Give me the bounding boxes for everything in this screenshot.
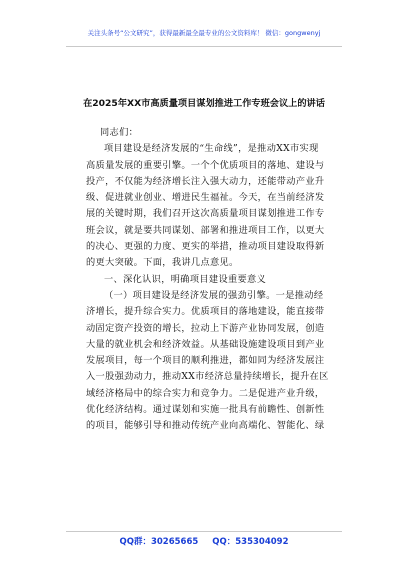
salutation: 同志们：: [100, 127, 139, 138]
body-line: 济增长，提升综合实力。优质项目的落地建设，能直接带: [86, 306, 325, 318]
header-divider: [66, 46, 342, 47]
body-line: 投产，不仅能为经济增长注入强大动力，还能带动产业升: [86, 175, 325, 187]
body-line: 优化经济结构。通过谋划和实施一批具有前瞻性、创新性: [86, 404, 325, 416]
document-title: 在2025年XX市高质量项目谋划推进工作专班会议上的讲话: [83, 98, 325, 109]
body-line: 入一股强劲动力，推动XX市经济总量持续增长，提升在区: [86, 371, 329, 383]
subsection-line: （一）项目建设是经济发展的强劲引擎。一是推动经: [104, 289, 324, 301]
footer-divider: [66, 531, 342, 532]
body-line: 的更大突破。下面，我讲几点意见。: [86, 257, 239, 269]
footer-qq-group: QQ群：30265665: [119, 537, 199, 547]
body-line: 域经济格局中的综合实力和竞争力。二是促进产业升级，: [86, 387, 325, 399]
body-line: 大量的就业机会和经济效益。从基础设施建设项目到产业: [86, 338, 325, 350]
body-line: 高质量发展的重要引擎。一个个优质项目的落地、建设与: [86, 159, 325, 171]
header-banner: 关注头条号“公文研究”，获得最新最全最专业的公文资料库！ 微信：gongwenyj: [87, 29, 321, 37]
body-line: 班会议，就是要共同谋划、部署和推进项目工作，以更大: [86, 224, 325, 236]
section-heading: 一、深化认识，明确项目建设重要意义: [104, 273, 267, 285]
footer-contact: [0, 537, 408, 548]
body-line: 展的关键时期，我们召开这次高质量项目谋划推进工作专: [86, 208, 325, 220]
body-line: 的项目，能够引导和推动传统产业向高端化、智能化、绿: [86, 420, 325, 432]
body-line: 项目建设是经济发展的“生命线”，是推动XX市实现: [104, 143, 319, 155]
body-line: 发展项目，每一个项目的顺利推进，都如同为经济发展注: [86, 355, 325, 367]
footer-qq-number: QQ：535304092: [212, 537, 289, 547]
body-line: 级、促进就业创业、增进民生福祉。今天，在当前经济发: [86, 192, 325, 204]
body-line: 的决心、更强的力度、更实的举措，推动项目建设取得新: [86, 241, 325, 253]
body-line: 动固定资产投资的增长，拉动上下游产业协同发展，创造: [86, 322, 325, 334]
document-body: [86, 125, 329, 435]
